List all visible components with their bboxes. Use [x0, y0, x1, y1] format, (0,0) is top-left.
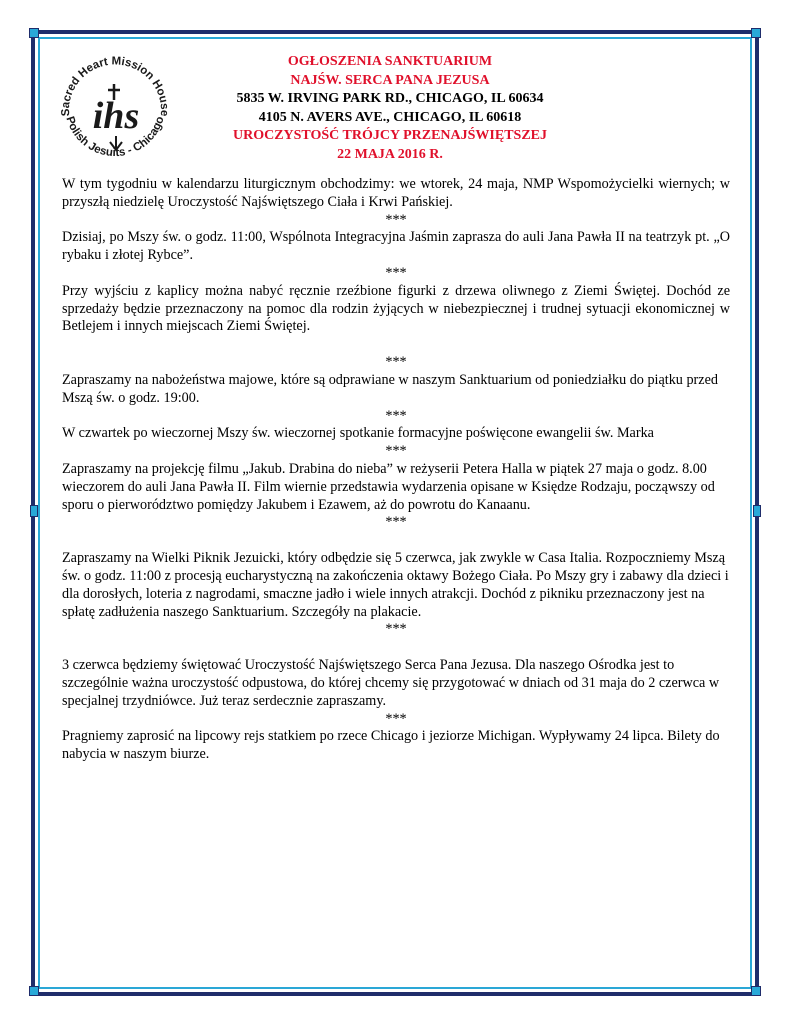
announcements-body	[62, 176, 730, 764]
separator: ***	[385, 621, 407, 638]
announcement-paragraph: Dzisiaj, po Mszy św. o godz. 11:00, Wspólnota Integracyjna Jaśmin zaprasza do auli Jana Pawła II na teatrzyk pt. „O rybaku i złotej Rybce”.	[62, 229, 730, 264]
border-corner-ornament	[29, 28, 39, 38]
border-corner-ornament	[751, 986, 761, 996]
separator: ***	[385, 443, 407, 460]
document-header	[190, 53, 590, 164]
header-date-line: 22 MAJA 2016 R.	[337, 146, 443, 162]
announcement-paragraph: W czwartek po wieczornej Mszy św. wieczornej spotkanie formacyjne poświęcone ewangelii św. Marka	[62, 425, 654, 442]
logo-ring-text: Sacred Heart Mission House	[59, 55, 171, 117]
header-address-line: 5835 W. IRVING PARK RD., CHICAGO, IL 60634	[236, 91, 544, 106]
announcement-paragraph: Pragniemy zaprosić na lipcowy rejs statkiem po rzece Chicago i jeziorze Michigan. Wypływamy 24 lipca. Bilety do nabycia w naszym biurze.	[62, 728, 720, 763]
border-corner-ornament	[751, 28, 761, 38]
separator: ***	[385, 264, 407, 281]
logo-ring-bottom-text: Polish Jesuits - Chicago	[63, 115, 167, 160]
announcement-paragraph: Zapraszamy na Wielki Piknik Jezuicki, który odbędzie się 5 czerwca, jak zwykle w Casa Italia. Rozpoczniemy Mszą św. o godz. 11:00 z procesją eucharystyczną na zakończenia oktawy Bożego Ciała. Po Mszy gry i zabawy dla dzieci i dla dorosłych, loteria z nagrodami, smaczne jadło i wiele innych atrakcji. Dochód z pikniku przeznaczony jest na spłatę zadłużenia naszego Sanktuarium. Szczegóły na plakacie.	[62, 550, 729, 620]
announcement-paragraph: 3 czerwca będziemy świętować Uroczystość Najświętszego Serca Pana Jezusa. Dla naszego Ośrodka jest to szczególnie ważna uroczystość odpustowa, do której chcemy się przygotować w dniach od 31 maja do 2 czerwca w specjalnej trzydniówce. Już teraz serdecznie zapraszamy.	[62, 657, 720, 709]
logo-monogram: ihs	[92, 95, 140, 137]
announcement-paragraph: Zapraszamy na nabożeństwa majowe, które są odprawiane w naszym Sanktuarium od poniedziałku do piątku przed Mszą św. o godz. 19:00.	[62, 371, 718, 406]
header-title-line: NAJŚW. SERCA PANA JEZUSA	[290, 72, 490, 88]
announcement-paragraph: Zapraszamy na projekcję filmu „Jakub. Drabina do nieba” w reżyserii Petera Halla w piątek 27 maja o godz. 8.00 wieczorem do auli Jana Pawła II. Film wiernie przedstawia wydarzenia opisane w Księdze Rodzaju, począwszy od sporu o pierworództwo pomiędzy Jakubem i Ezawem, aż do powrotu do Kanaanu.	[62, 460, 715, 513]
announcement-paragraph: W tym tygodniu w kalendarzu liturgicznym obchodzimy: we wtorek, 24 maja, NMP Wspomożycielki wiernych; w przyszłą niedzielę Uroczystość Najświętszego Ciała i Krwi Pańskiej.	[62, 176, 730, 210]
border-edge-ornament	[753, 505, 761, 517]
border-edge-ornament	[30, 505, 38, 517]
separator: ***	[385, 710, 407, 727]
header-feast-line: UROCZYSTOŚĆ TRÓJCY PRZENAJŚWIĘTSZEJ	[232, 128, 548, 143]
header-title-line: OGŁOSZENIA SANKTUARIUM	[287, 54, 493, 69]
separator: ***	[385, 407, 407, 424]
separator: ***	[385, 354, 407, 371]
sacred-heart-mission-house-logo	[52, 50, 178, 176]
separator: ***	[385, 211, 407, 228]
header-address-line: 4105 N. AVERS AVE., CHICAGO, IL 60618	[258, 109, 522, 125]
border-corner-ornament	[29, 986, 39, 996]
separator: ***	[385, 514, 407, 531]
announcement-paragraph: Przy wyjściu z kaplicy można nabyć ręcznie rzeźbione figurki z drzewa oliwnego z Ziemi Świętej. Dochód ze sprzedaży będzie przeznaczony na pomoc dla rodzin żyjących w niebezpiecznej i trudnej sytuacji ekonomicznej w Betlejem i innych miejscach Ziemi Świętej.	[62, 282, 730, 335]
